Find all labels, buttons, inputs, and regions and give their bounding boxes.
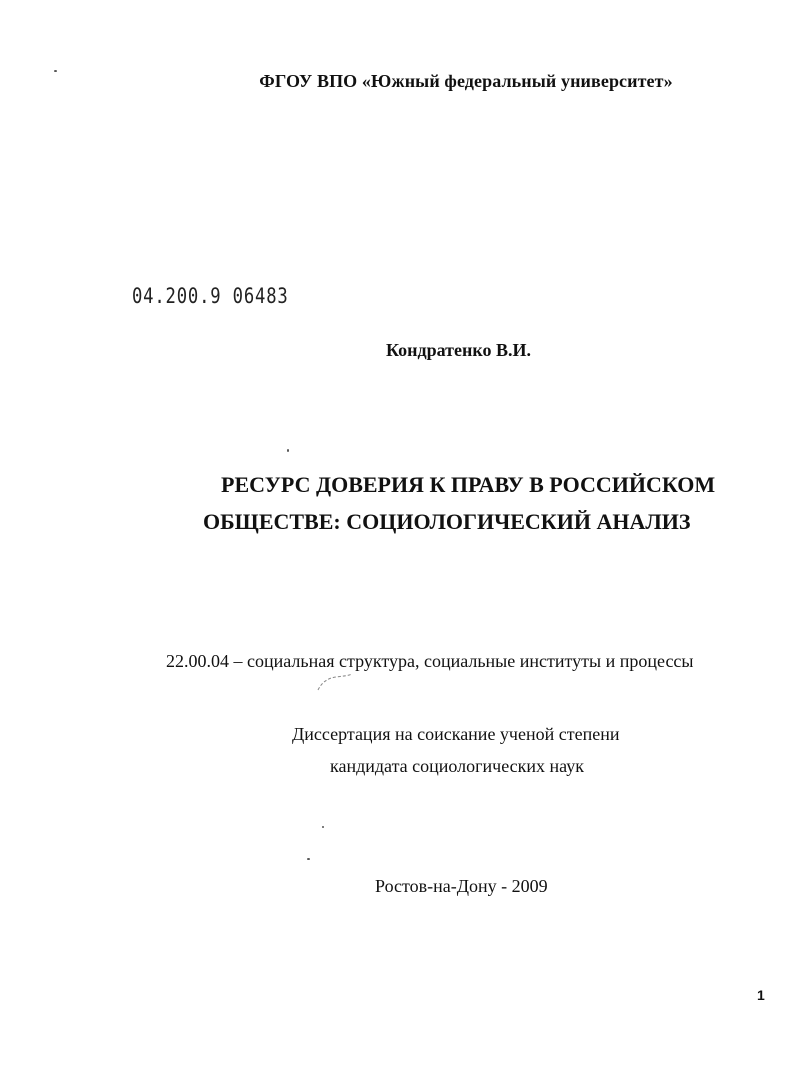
scan-speck (322, 826, 324, 828)
author-name: Кондратенко В.И. (386, 340, 532, 360)
scan-scratch-mark (314, 672, 354, 694)
specialty-code: 22.00.04 – социальная структура, социальные институты и процессы (166, 651, 694, 671)
dissertation-title-line-2: ОБЩЕСТВЕ: СОЦИОЛОГИЧЕСКИЙ АНАЛИЗ (203, 509, 691, 534)
scan-speck (287, 449, 289, 452)
scan-speck (54, 70, 57, 72)
institution-name: ФГОУ ВПО «Южный федеральный университет» (259, 71, 673, 91)
scan-speck (307, 858, 310, 860)
registration-stamp: 04.200.9 06483 (132, 284, 289, 308)
degree-line-1: Диссертация на соискание ученой степени (292, 724, 620, 744)
institution-header (0, 71, 798, 92)
place-and-year: Ростов-на-Дону - 2009 (375, 876, 548, 896)
degree-line-2: кандидата социологических наук (330, 756, 584, 776)
dissertation-title-line-1: РЕСУРС ДОВЕРИЯ К ПРАВУ В РОССИЙСКОМ (221, 472, 716, 497)
page-number: 1 (757, 987, 765, 1003)
